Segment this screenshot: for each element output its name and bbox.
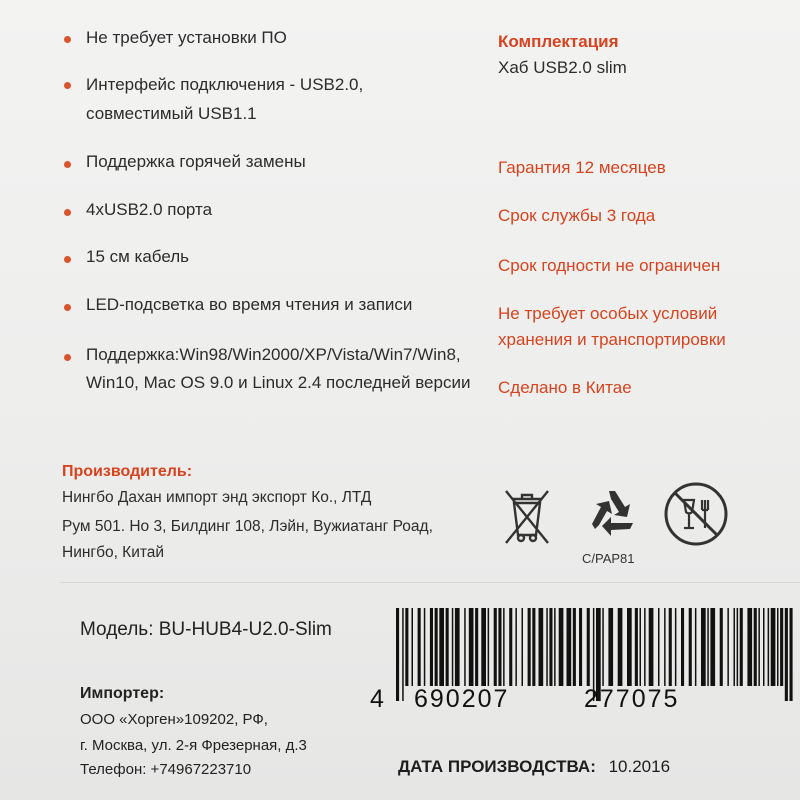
barcode-bar (658, 608, 660, 686)
feature-item: Поддержка горячей замены (86, 152, 306, 171)
production-date (398, 757, 670, 777)
divider (60, 582, 800, 583)
barcode-bar (587, 608, 590, 686)
service-life-note: Срок службы 3 года (498, 206, 656, 225)
barcode-bar (689, 608, 692, 686)
kit-item: Хаб USB2.0 slim (498, 58, 627, 77)
model-number: Модель: BU-HUB4-U2.0-Slim (80, 619, 332, 640)
feature-item: LED-подсветка во время чтения и записи (86, 295, 413, 314)
bullet-icon (64, 161, 71, 168)
barcode-bar (644, 608, 646, 686)
barcode-bar (768, 608, 770, 686)
bullet-icon (64, 209, 71, 216)
barcode-bar (567, 608, 572, 686)
barcode-bar (747, 608, 752, 686)
barcode-bar (720, 608, 723, 686)
barcode-bar (546, 608, 548, 686)
barcode-bar (549, 608, 552, 686)
feature-item: 4xUSB2.0 порта (86, 200, 213, 219)
barcode-bar (640, 608, 642, 686)
bullet-icon (64, 82, 71, 89)
bullet-icon (64, 354, 71, 361)
barcode-left-digits: 690207 (414, 685, 510, 713)
barcode-bar (532, 608, 535, 686)
barcode-bar (539, 608, 544, 686)
importer-line: г. Москва, ул. 2-я Фрезерная, д.3 (80, 737, 307, 754)
bullet-icon (64, 36, 71, 43)
barcode-bar (649, 608, 654, 686)
barcode-bar (554, 608, 556, 686)
production-date-value: 10.2016 (608, 757, 671, 776)
barcode-bar (602, 608, 604, 686)
barcode-bar (737, 608, 739, 686)
barcode-bar (740, 608, 743, 686)
barcode-first-digit: 4 (370, 685, 384, 713)
storage-note-cont: хранения и транспортировки (498, 330, 726, 349)
barcode-bar (664, 608, 666, 686)
barcode-bar (424, 608, 426, 686)
barcode-bar (503, 608, 505, 686)
manufacturer-line: Нингбо Дахан импорт энд экспорт Ко., ЛТД (62, 489, 372, 506)
barcode-bar (627, 608, 632, 686)
barcode-bar (701, 608, 706, 686)
barcode-bar (481, 608, 486, 686)
barcode-bar (559, 608, 564, 686)
feature-item-cont: Win10, Mac OS 9.0 и Linux 2.4 последней версии (86, 373, 471, 392)
origin-note: Сделано в Китае (498, 378, 632, 397)
barcode-bar (494, 608, 497, 686)
barcode-bar (758, 608, 760, 686)
barcode-bar (515, 608, 517, 686)
importer-line: ООО «Хорген»109202, РФ, (80, 711, 268, 728)
barcode-bar (455, 608, 460, 686)
importer-title: Импортер: (80, 685, 165, 702)
barcode-bar (498, 608, 501, 686)
manufacturer-line: Рум 501. Но 3, Билдинг 108, Лэйн, Вужиатанг Роад, (62, 518, 433, 535)
bullet-icon (64, 256, 71, 263)
feature-item: Интерфейс подключения - USB2.0, (86, 75, 364, 94)
barcode-bar (771, 608, 776, 686)
feature-item: Поддержка:Win98/Win2000/XP/Vista/Win7/Win8, (86, 345, 461, 364)
barcode-bar (785, 608, 788, 701)
storage-note: Не требует особых условий (498, 304, 718, 323)
barcode-bar (754, 608, 757, 686)
barcode-bar (430, 608, 433, 686)
barcode-bar (763, 608, 765, 686)
barcode-bar (446, 608, 449, 686)
barcode-bar (675, 608, 677, 686)
barcode-bar (777, 608, 779, 686)
feature-item: Не требует установки ПО (86, 28, 287, 47)
barcode-bar (710, 608, 715, 686)
barcode-bar (695, 608, 697, 686)
shelf-life-note: Срок годности не ограничен (498, 256, 721, 275)
barcode-bar (579, 608, 582, 686)
barcode-bar (780, 608, 783, 686)
barcode-bar (522, 608, 524, 686)
barcode-bar (402, 608, 404, 701)
barcode-bar (396, 608, 399, 701)
barcode-bar (469, 608, 474, 686)
barcode-bar (669, 608, 672, 686)
barcode-bar (618, 608, 623, 686)
manufacturer-title: Производитель: (62, 463, 193, 480)
feature-item: 15 см кабель (86, 247, 190, 266)
barcode-bar (790, 608, 793, 701)
barcode-bar (435, 608, 438, 686)
barcode-bar (439, 608, 444, 686)
recycle-code: C/PAP81 (582, 551, 635, 566)
barcode-bar (681, 608, 684, 686)
barcode-bar (418, 608, 421, 686)
manufacturer-line: Нингбо, Китай (62, 544, 165, 561)
barcode-bar (452, 608, 454, 686)
barcode-bar (475, 608, 478, 686)
barcode-bar (727, 608, 729, 686)
barcode-bar (528, 608, 531, 686)
recycle-icon (585, 485, 647, 547)
barcode-bar (608, 608, 613, 686)
barcode-bar (707, 608, 709, 686)
barcode-bar (412, 608, 414, 686)
importer-line: Телефон: +74967223710 (80, 761, 252, 778)
barcode-bar (635, 608, 638, 686)
feature-item-cont: совместимый USB1.1 (86, 104, 257, 123)
kit-title: Комплектация (498, 32, 619, 51)
crossed-out-bin-icon (502, 485, 564, 547)
barcode-bar (488, 608, 490, 686)
barcode-bar (509, 608, 512, 686)
bullet-icon (64, 304, 71, 311)
not-for-food-icon (662, 480, 724, 542)
barcode (370, 605, 800, 725)
barcode-bar (405, 608, 408, 686)
barcode-bar (734, 608, 736, 686)
warranty-note: Гарантия 12 месяцев (498, 158, 666, 177)
barcode-right-digits: 277075 (584, 685, 680, 713)
barcode-bar (573, 608, 576, 686)
production-date-label: ДАТА ПРОИЗВОДСТВА: (398, 757, 596, 776)
barcode-bar (464, 608, 466, 686)
